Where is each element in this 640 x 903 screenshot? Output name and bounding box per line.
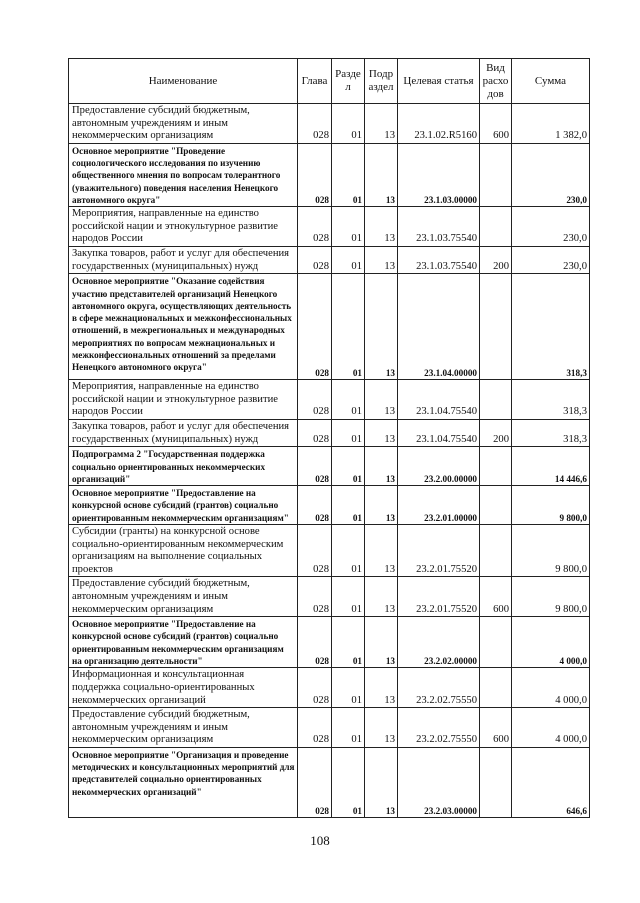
row-subsection: 13 xyxy=(365,247,398,274)
row-section: 01 xyxy=(332,104,365,144)
header-chapter: Глава xyxy=(298,59,332,104)
row-name: Информационная и консультационная поддержка социально-ориентированных некоммерческих организаций xyxy=(69,668,298,708)
row-chapter: 028 xyxy=(298,577,332,617)
row-name: Основное мероприятие "Предоставление на конкурсной основе субсидий (грантов) социально ориентированным некоммерческим организациям" xyxy=(69,486,298,525)
row-sum: 230,0 xyxy=(512,247,590,274)
row-subsection: 13 xyxy=(365,747,398,817)
row-chapter: 028 xyxy=(298,524,332,576)
row-target: 23.1.03.75540 xyxy=(398,207,480,247)
row-exp-type xyxy=(480,617,512,668)
row-chapter: 028 xyxy=(298,747,332,817)
row-target: 23.2.00.00000 xyxy=(398,447,480,486)
row-name: Основное мероприятие "Организация и проведение методических и консультационных мероприятий для представителей социально ориентированных некоммерческих организаций" xyxy=(69,747,298,817)
row-exp-type xyxy=(480,668,512,708)
row-name: Основное мероприятие "Проведение социологического исследования по изучению общественного мнения по вопросам толерантного (уважительного) поведения населения Ненецкого автономного округа" xyxy=(69,143,298,206)
row-subsection: 13 xyxy=(365,617,398,668)
row-exp-type xyxy=(480,207,512,247)
table-row xyxy=(69,274,590,380)
row-exp-type xyxy=(480,274,512,380)
row-name: Подпрограмма 2 "Государственная поддержка социально ориентированных некоммерческих организаций" xyxy=(69,447,298,486)
table-row xyxy=(69,143,590,206)
table-row xyxy=(69,420,590,447)
row-chapter: 028 xyxy=(298,143,332,206)
row-exp-type xyxy=(480,486,512,525)
table-row xyxy=(69,104,590,144)
row-section: 01 xyxy=(332,274,365,380)
row-chapter: 028 xyxy=(298,380,332,420)
page-number: 108 xyxy=(310,833,330,848)
row-subsection: 13 xyxy=(365,708,398,748)
table-row xyxy=(69,668,590,708)
row-subsection: 13 xyxy=(365,577,398,617)
row-exp-type xyxy=(480,143,512,206)
row-chapter: 028 xyxy=(298,486,332,525)
row-sum: 230,0 xyxy=(512,207,590,247)
row-chapter: 028 xyxy=(298,617,332,668)
header-name: Наименование xyxy=(69,59,298,104)
row-sum: 318,3 xyxy=(512,420,590,447)
row-sum: 9 800,0 xyxy=(512,577,590,617)
row-subsection: 13 xyxy=(365,104,398,144)
row-sum: 9 800,0 xyxy=(512,524,590,576)
row-name: Предоставление субсидий бюджетным, автономным учреждениям и иным некоммерческим организациям xyxy=(69,104,298,144)
row-sum: 9 800,0 xyxy=(512,486,590,525)
header-target: Целевая статья xyxy=(398,59,480,104)
row-subsection: 13 xyxy=(365,207,398,247)
row-chapter: 028 xyxy=(298,247,332,274)
row-sum: 230,0 xyxy=(512,143,590,206)
row-target: 23.2.02.00000 xyxy=(398,617,480,668)
row-name: Мероприятия, направленные на единство российской нации и этнокультурное развитие народов России xyxy=(69,380,298,420)
row-target: 23.1.04.00000 xyxy=(398,274,480,380)
row-target: 23.2.01.75520 xyxy=(398,577,480,617)
row-sum: 4 000,0 xyxy=(512,668,590,708)
header-row xyxy=(69,59,590,104)
row-chapter: 028 xyxy=(298,207,332,247)
row-target: 23.1.03.75540 xyxy=(398,247,480,274)
row-name: Мероприятия, направленные на единство российской нации и этнокультурное развитие народов России xyxy=(69,207,298,247)
row-name: Предоставление субсидий бюджетным, автономным учреждениям и иным некоммерческим организациям xyxy=(69,708,298,748)
header-sum: Сумма xyxy=(512,59,590,104)
row-chapter: 028 xyxy=(298,708,332,748)
row-chapter: 028 xyxy=(298,420,332,447)
table-row xyxy=(69,247,590,274)
row-target: 23.2.03.00000 xyxy=(398,747,480,817)
row-name: Субсидии (гранты) на конкурсной основе социально-ориентированным некоммерческим организациям на выполнение социальных проектов xyxy=(69,524,298,576)
row-name: Предоставление субсидий бюджетным, автономным учреждениям и иным некоммерческим организациям xyxy=(69,577,298,617)
row-target: 23.2.02.75550 xyxy=(398,708,480,748)
row-subsection: 13 xyxy=(365,143,398,206)
row-section: 01 xyxy=(332,247,365,274)
row-target: 23.2.02.75550 xyxy=(398,668,480,708)
row-name: Основное мероприятие "Предоставление на конкурсной основе субсидий (грантов) социально ориентированным некоммерческим организациям на организацию деятельности" xyxy=(69,617,298,668)
row-exp-type: 600 xyxy=(480,577,512,617)
row-chapter: 028 xyxy=(298,274,332,380)
row-section: 01 xyxy=(332,617,365,668)
row-exp-type xyxy=(480,380,512,420)
row-exp-type xyxy=(480,747,512,817)
row-subsection: 13 xyxy=(365,486,398,525)
row-exp-type: 600 xyxy=(480,104,512,144)
row-sum: 14 446,6 xyxy=(512,447,590,486)
row-section: 01 xyxy=(332,143,365,206)
table-row xyxy=(69,747,590,817)
row-section: 01 xyxy=(332,747,365,817)
header-exp-type: Вид расхо дов xyxy=(480,59,512,104)
row-section: 01 xyxy=(332,207,365,247)
row-target: 23.1.02.R5160 xyxy=(398,104,480,144)
row-target: 23.1.04.75540 xyxy=(398,380,480,420)
header-section: Разде л xyxy=(332,59,365,104)
row-name: Закупка товаров, работ и услуг для обеспечения государственных (муниципальных) нужд xyxy=(69,247,298,274)
row-name: Основное мероприятие "Оказание содействия участию представителей организаций Ненецкого автономного округа, осуществляющих деятельность в сфере межнациональных и межконфессиональных отношений, в межрегиональных и международных мероприятиях по вопросам межнациональных и межконфессиональных отношений за пределами Ненецкого автономного округа" xyxy=(69,274,298,380)
table-row xyxy=(69,617,590,668)
table-row xyxy=(69,708,590,748)
row-subsection: 13 xyxy=(365,274,398,380)
row-chapter: 028 xyxy=(298,447,332,486)
table-row xyxy=(69,380,590,420)
row-section: 01 xyxy=(332,447,365,486)
row-exp-type: 200 xyxy=(480,247,512,274)
row-exp-type: 200 xyxy=(480,420,512,447)
row-exp-type: 600 xyxy=(480,708,512,748)
budget-table xyxy=(68,58,590,818)
row-subsection: 13 xyxy=(365,380,398,420)
row-target: 23.1.03.00000 xyxy=(398,143,480,206)
row-chapter: 028 xyxy=(298,104,332,144)
row-subsection: 13 xyxy=(365,420,398,447)
row-target: 23.1.04.75540 xyxy=(398,420,480,447)
row-target: 23.2.01.75520 xyxy=(398,524,480,576)
row-sum: 1 382,0 xyxy=(512,104,590,144)
table-row xyxy=(69,447,590,486)
row-sum: 318,3 xyxy=(512,380,590,420)
header-subsection: Подр аздел xyxy=(365,59,398,104)
row-sum: 646,6 xyxy=(512,747,590,817)
row-section: 01 xyxy=(332,380,365,420)
table-row xyxy=(69,577,590,617)
table-row xyxy=(69,207,590,247)
row-sum: 4 000,0 xyxy=(512,708,590,748)
row-section: 01 xyxy=(332,486,365,525)
row-sum: 4 000,0 xyxy=(512,617,590,668)
table-row xyxy=(69,524,590,576)
row-section: 01 xyxy=(332,524,365,576)
row-section: 01 xyxy=(332,420,365,447)
row-chapter: 028 xyxy=(298,668,332,708)
row-exp-type xyxy=(480,524,512,576)
row-subsection: 13 xyxy=(365,524,398,576)
row-target: 23.2.01.00000 xyxy=(398,486,480,525)
row-name: Закупка товаров, работ и услуг для обеспечения государственных (муниципальных) нужд xyxy=(69,420,298,447)
row-section: 01 xyxy=(332,708,365,748)
row-exp-type xyxy=(480,447,512,486)
row-sum: 318,3 xyxy=(512,274,590,380)
row-subsection: 13 xyxy=(365,447,398,486)
table-row xyxy=(69,486,590,525)
row-subsection: 13 xyxy=(365,668,398,708)
row-section: 01 xyxy=(332,668,365,708)
row-section: 01 xyxy=(332,577,365,617)
